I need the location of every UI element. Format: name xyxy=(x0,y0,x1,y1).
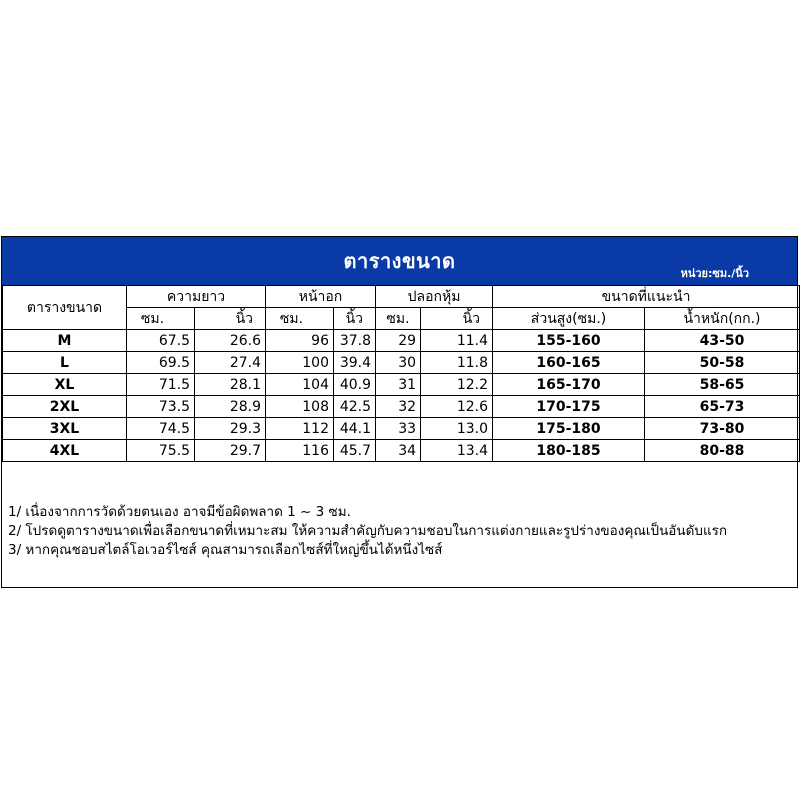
group-length: ความยาว xyxy=(127,286,266,308)
table-row xyxy=(3,440,800,462)
size-table xyxy=(2,285,800,462)
length-cm-cell: 75.5 xyxy=(127,440,195,462)
sleeve-inch-cell: 13.0 xyxy=(421,418,493,440)
sleeve-cm-cell: 34 xyxy=(376,440,421,462)
chest-cm-cell: 96 xyxy=(266,330,334,352)
sub-length-inch: นิ้ว xyxy=(195,308,266,330)
weight-cell: 80-88 xyxy=(645,440,800,462)
note-1: 1/ เนื่องจากการวัดด้วยตนเอง อาจมีข้อผิดพลาด 1 ~ 3 ซม. xyxy=(8,504,351,520)
sleeve-cm-cell: 32 xyxy=(376,396,421,418)
table-row xyxy=(3,418,800,440)
sub-chest-cm: ซม. xyxy=(266,308,334,330)
chest-inch-cell: 45.7 xyxy=(334,440,376,462)
note-3: 3/ หากคุณชอบสไตล์โอเวอร์ไซส์ คุณสามารถเลือกไซส์ที่ใหญ่ขึ้นได้หนึ่งไซส์ xyxy=(8,542,443,558)
height-cell: 155-160 xyxy=(493,330,645,352)
note-2: 2/ โปรดดูตารางขนาดเพื่อเลือกขนาดที่เหมาะสม ให้ความสำคัญกับความชอบในการแต่งกายและรูปร่างของคุณเป็นอันดับแรก xyxy=(8,523,728,539)
sleeve-cm-cell: 33 xyxy=(376,418,421,440)
size-cell: M xyxy=(3,330,127,352)
sub-sleeve-inch: นิ้ว xyxy=(421,308,493,330)
weight-cell: 58-65 xyxy=(645,374,800,396)
size-chart xyxy=(1,236,798,588)
table-row xyxy=(3,352,800,374)
row-header: ตารางขนาด xyxy=(3,286,127,330)
sub-sleeve-cm: ซม. xyxy=(376,308,421,330)
height-cell: 170-175 xyxy=(493,396,645,418)
length-cm-cell: 67.5 xyxy=(127,330,195,352)
chest-inch-cell: 39.4 xyxy=(334,352,376,374)
length-cm-cell: 69.5 xyxy=(127,352,195,374)
size-cell: 2XL xyxy=(3,396,127,418)
chest-cm-cell: 108 xyxy=(266,396,334,418)
height-cell: 180-185 xyxy=(493,440,645,462)
length-inch-cell: 28.9 xyxy=(195,396,266,418)
chest-inch-cell: 44.1 xyxy=(334,418,376,440)
length-cm-cell: 71.5 xyxy=(127,374,195,396)
length-inch-cell: 27.4 xyxy=(195,352,266,374)
group-sleeve: ปลอกหุ้ม xyxy=(376,286,493,308)
height-cell: 165-170 xyxy=(493,374,645,396)
length-inch-cell: 29.3 xyxy=(195,418,266,440)
notes xyxy=(2,493,797,560)
height-cell: 160-165 xyxy=(493,352,645,374)
table-row xyxy=(3,330,800,352)
header-row-groups xyxy=(3,286,800,308)
size-cell: XL xyxy=(3,374,127,396)
length-inch-cell: 29.7 xyxy=(195,440,266,462)
weight-cell: 65-73 xyxy=(645,396,800,418)
group-recommended: ขนาดที่แนะนำ xyxy=(493,286,800,308)
sleeve-cm-cell: 29 xyxy=(376,330,421,352)
sleeve-inch-cell: 11.4 xyxy=(421,330,493,352)
sleeve-inch-cell: 11.8 xyxy=(421,352,493,374)
chart-title: ตารางขนาด xyxy=(343,249,456,273)
size-cell: 4XL xyxy=(3,440,127,462)
table-row xyxy=(3,374,800,396)
chart-banner xyxy=(2,237,797,285)
chest-inch-cell: 37.8 xyxy=(334,330,376,352)
sleeve-cm-cell: 31 xyxy=(376,374,421,396)
length-inch-cell: 28.1 xyxy=(195,374,266,396)
weight-cell: 50-58 xyxy=(645,352,800,374)
length-cm-cell: 74.5 xyxy=(127,418,195,440)
height-cell: 175-180 xyxy=(493,418,645,440)
length-inch-cell: 26.6 xyxy=(195,330,266,352)
weight-cell: 73-80 xyxy=(645,418,800,440)
sleeve-inch-cell: 12.6 xyxy=(421,396,493,418)
sub-chest-inch: นิ้ว xyxy=(334,308,376,330)
table-row xyxy=(3,396,800,418)
sleeve-inch-cell: 12.2 xyxy=(421,374,493,396)
chest-inch-cell: 42.5 xyxy=(334,396,376,418)
chest-cm-cell: 112 xyxy=(266,418,334,440)
size-cell: L xyxy=(3,352,127,374)
sleeve-cm-cell: 30 xyxy=(376,352,421,374)
sleeve-inch-cell: 13.4 xyxy=(421,440,493,462)
chest-inch-cell: 40.9 xyxy=(334,374,376,396)
chest-cm-cell: 116 xyxy=(266,440,334,462)
size-rows xyxy=(3,330,800,462)
length-cm-cell: 73.5 xyxy=(127,396,195,418)
sub-height: ส่วนสูง(ซม.) xyxy=(493,308,645,330)
sub-weight: น้ำหนัก(กก.) xyxy=(645,308,800,330)
group-chest: หน้าอก xyxy=(266,286,376,308)
sub-length-cm: ซม. xyxy=(127,308,195,330)
size-cell: 3XL xyxy=(3,418,127,440)
chest-cm-cell: 100 xyxy=(266,352,334,374)
unit-label: หน่วย:ซม./นิ้ว xyxy=(680,267,749,280)
weight-cell: 43-50 xyxy=(645,330,800,352)
chest-cm-cell: 104 xyxy=(266,374,334,396)
